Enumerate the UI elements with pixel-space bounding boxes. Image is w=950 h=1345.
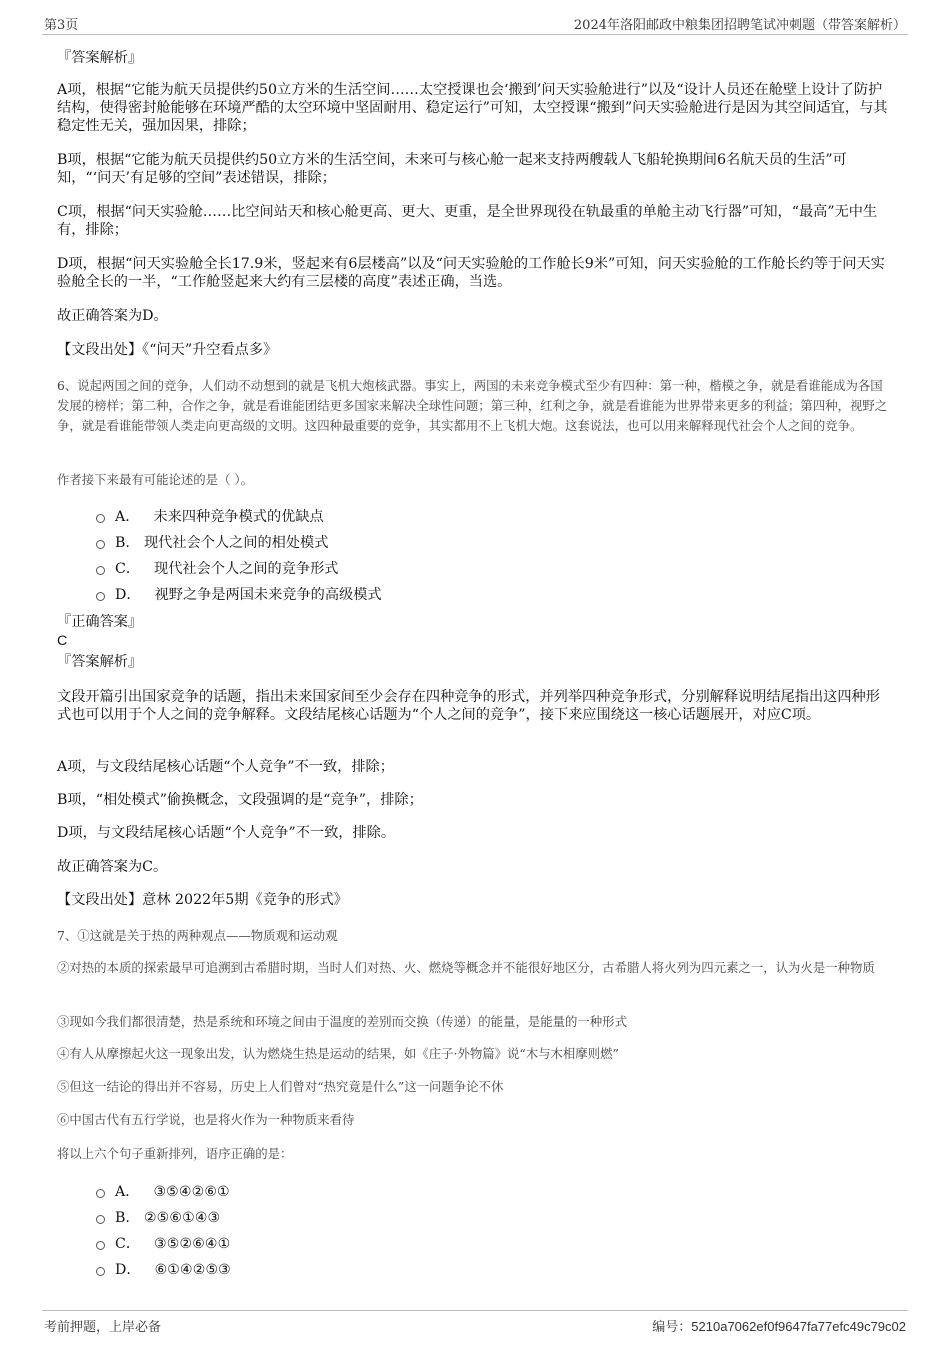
q7-sentence-2: ②对热的本质的探索最早可追溯到古希腊时期，当时人们对热、火、燃烧等概念并不能很好地区分，古希腊人将火列为四元素之一，认为火是一种物质	[57, 960, 875, 975]
page-header	[42, 12, 908, 35]
q7-sentence-1: 7、①这就是关于热的两种观点——物质观和运动观	[57, 928, 338, 943]
q5-source: 【文段出处】《“问天”升空看点多》	[57, 342, 278, 358]
page-number: 第3页	[44, 18, 79, 33]
q6-source: 【文段出处】意林 2022年5期《竞争的形式》	[57, 892, 348, 908]
radio-icon[interactable]	[96, 1189, 105, 1198]
q6-analysis-d: D项，与文段结尾核心话题“个人竞争”不一致，排除。	[57, 825, 396, 841]
q6-option-b[interactable]: B. 现代社会个人之间的相处模式	[96, 530, 382, 556]
q7-sentence-3: ③现如今我们都很清楚，热是系统和环境之间由于温度的差别而交换（传递）的能量，是能量的一种形式	[57, 1014, 627, 1029]
radio-icon[interactable]	[96, 540, 105, 549]
radio-icon[interactable]	[96, 566, 105, 575]
radio-icon[interactable]	[96, 1215, 105, 1224]
q7-options	[96, 1179, 231, 1283]
radio-icon[interactable]	[96, 1241, 105, 1250]
radio-icon[interactable]	[96, 1267, 105, 1276]
q6-correct-label: 『正确答案』	[57, 614, 143, 630]
q6-stem: 6、说起两国之间的竞争，人们动不动想到的就是飞机大炮核武器。事实上，两国的未来竞争模式至少有四种：第一种，楷模之争，就是看谁能成为各国发展的榜样；第二种，合作之争，就是看谁能团结更多国家来解决全球性问题；第三种，红利之争，就是看谁能为世界带来更多的利益；第四种，视野之争，就是看谁能带领人类走向更高级的文明。这四种最重要的竞争，其实都用不上飞机大炮。这套说法，也可以用来解释现代社会个人之间的竞争。	[57, 378, 888, 433]
q7-sentence-4: ④有人从摩擦起火这一现象出发，认为燃烧生热是运动的结果，如《庄子·外物篇》说“木与木相摩则燃”	[57, 1046, 619, 1061]
q6-option-c[interactable]: C． 现代社会个人之间的竞争形式	[96, 556, 382, 582]
q5-conclusion: 故正确答案为D。	[57, 308, 168, 324]
q7-option-c[interactable]: C． ③⑤②⑥④①	[96, 1231, 231, 1257]
q5-analysis-c: C项，根据“问天实验舱……比空间站天和核心舱更高、更大、更重，是全世界现役在轨最重的单舱主动飞行器”可知，“最高”无中生有，排除；	[57, 204, 878, 238]
q6-analysis-label: 『答案解析』	[57, 654, 143, 670]
q6-options	[96, 504, 382, 608]
q6-option-d[interactable]: D． 视野之争是两国未来竞争的高级模式	[96, 582, 382, 608]
q6-analysis: 文段开篇引出国家竞争的话题，指出未来国家间至少会存在四种竞争的形式，并列举四种竞争形式，分别解释说明结尾指出这四种形式也可以用于个人之间的竞争解释。文段结尾核心话题为“个人之间的竞争”，接下来应围绕这一核心话题展开，对应C项。	[57, 689, 880, 723]
radio-icon[interactable]	[96, 592, 105, 601]
q6-correct-answer: C	[57, 633, 68, 649]
q7-sentence-5: ⑤但这一结论的得出并不容易，历史上人们曾对“热究竟是什么”这一问题争论不休	[57, 1079, 504, 1094]
q6-analysis-a: A项，与文段结尾核心话题“个人竞争”不一致，排除；	[57, 759, 394, 775]
page-footer	[42, 1310, 908, 1335]
q7-sentence-6: ⑥中国古代有五行学说，也是将火作为一种物质来看待	[57, 1112, 355, 1127]
radio-icon[interactable]	[96, 514, 105, 523]
q6-analysis-b: B项，“相处模式”偷换概念，文段强调的是“竞争”，排除；	[57, 792, 423, 808]
document-id: 编号：5210a7062ef0f9647fa77efc49c79c02	[652, 1319, 906, 1334]
q7-option-b[interactable]: B. ②⑤⑥①④③	[96, 1205, 231, 1231]
document-title: 2024年洛阳邮政中粮集团招聘笔试冲刺题（带答案解析）	[573, 18, 906, 33]
footer-slogan: 考前押题，上岸必备	[44, 1320, 162, 1335]
q7-option-d[interactable]: D． ⑥①④②⑤③	[96, 1257, 231, 1283]
q5-analysis-label: 『答案解析』	[57, 50, 143, 66]
q6-option-a[interactable]: A． 未来四种竞争模式的优缺点	[96, 504, 382, 530]
q6-question: 作者接下来最有可能论述的是（ ）。	[57, 472, 253, 487]
q5-analysis-d: D项，根据“问天实验舱全长17.9米，竖起来有6层楼高”以及“问天实验舱的工作舱长9米”可知，问天实验舱的工作舱长约等于问天实验舱全长的一半，“工作舱竖起来大约有三层楼的高度”表述正确，当选。	[57, 256, 885, 290]
q6-conclusion: 故正确答案为C。	[57, 859, 168, 875]
q7-option-a[interactable]: A． ③⑤④②⑥①	[96, 1179, 231, 1205]
q7-question: 将以上六个句子重新排列，语序正确的是：	[57, 1146, 293, 1161]
q5-analysis-a: A项，根据“它能为航天员提供约50立方米的生活空间……太空授课也会‘搬到’问天实验舱进行”以及“设计人员还在舱壁上设计了防护结构，使得密封舱能够在环境严酷的太空环境中坚固耐用、稳定运行”可知，太空授课“搬到”问天实验舱进行是因为其空间适宜，与其稳定性无关，强加因果，排除；	[57, 82, 888, 134]
q5-analysis-b: B项，根据“它能为航天员提供约50立方米的生活空间，未来可与核心舱一起来支持两艘载人飞船轮换期间6名航天员的生活”可知，“‘问天’有足够的空间”表述错误，排除；	[57, 152, 847, 186]
